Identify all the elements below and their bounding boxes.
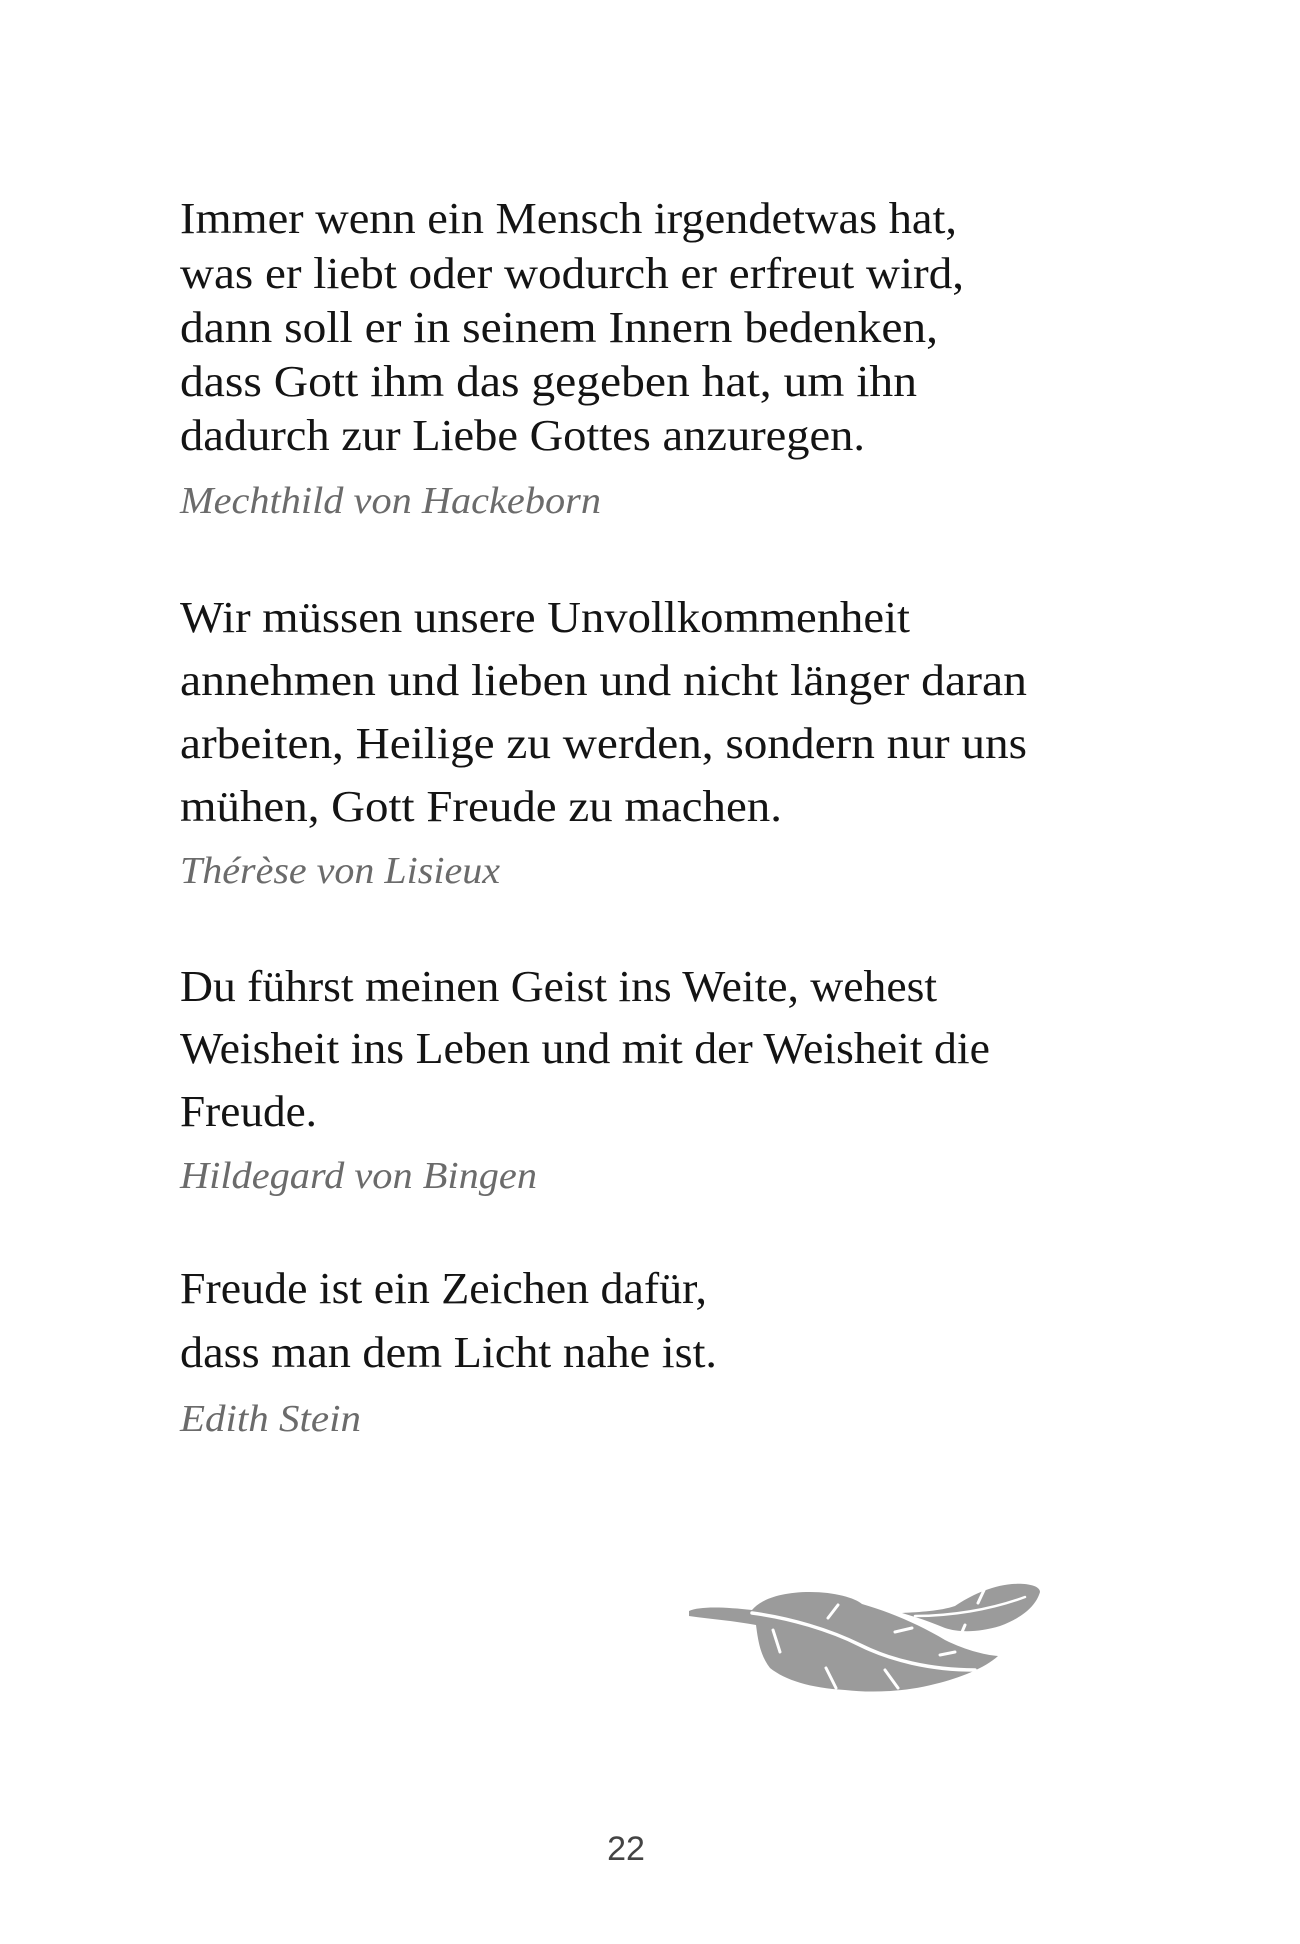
feather-icon [689,1584,1040,1692]
quote-line: was er liebt oder wodurch er erfreut wird, [180,249,964,298]
quote-author: Mechthild von Hackeborn [178,480,602,522]
quote-line: mühen, Gott Freude zu machen. [180,782,782,831]
quote-author: Edith Stein [178,1398,361,1440]
quote-line: dann soll er in seinem Innern bedenken, [180,303,938,352]
quote-line: Freude ist ein Zeichen dafür, [180,1264,707,1313]
quote-block-2 [180,593,1027,892]
quote-line: dadurch zur Liebe Gottes anzuregen. [180,411,865,460]
quote-block-3 [179,962,990,1197]
page-number: 22 [607,1830,645,1868]
quote-block-1 [179,194,964,522]
quote-line: Weisheit ins Leben und mit der Weisheit die [180,1024,991,1073]
quote-line: annehmen und lieben und nicht länger daran [180,656,1027,705]
quote-line: Immer wenn ein Mensch irgendetwas hat, [180,194,957,243]
quote-line: Wir müssen unsere Unvollkommenheit [180,593,910,642]
quote-line: Freude. [180,1087,317,1136]
quote-author: Hildegard von Bingen [178,1155,538,1197]
quote-line: Du führst meinen Geist ins Weite, wehest [180,962,937,1011]
quote-line: dass Gott ihm das gegeben hat, um ihn [180,357,917,406]
quote-line: arbeiten, Heilige zu werden, sondern nur uns [180,719,1027,768]
quote-block-4 [179,1264,717,1440]
quote-line: dass man dem Licht nahe ist. [180,1328,717,1377]
quote-author: Thérèse von Lisieux [180,850,501,892]
